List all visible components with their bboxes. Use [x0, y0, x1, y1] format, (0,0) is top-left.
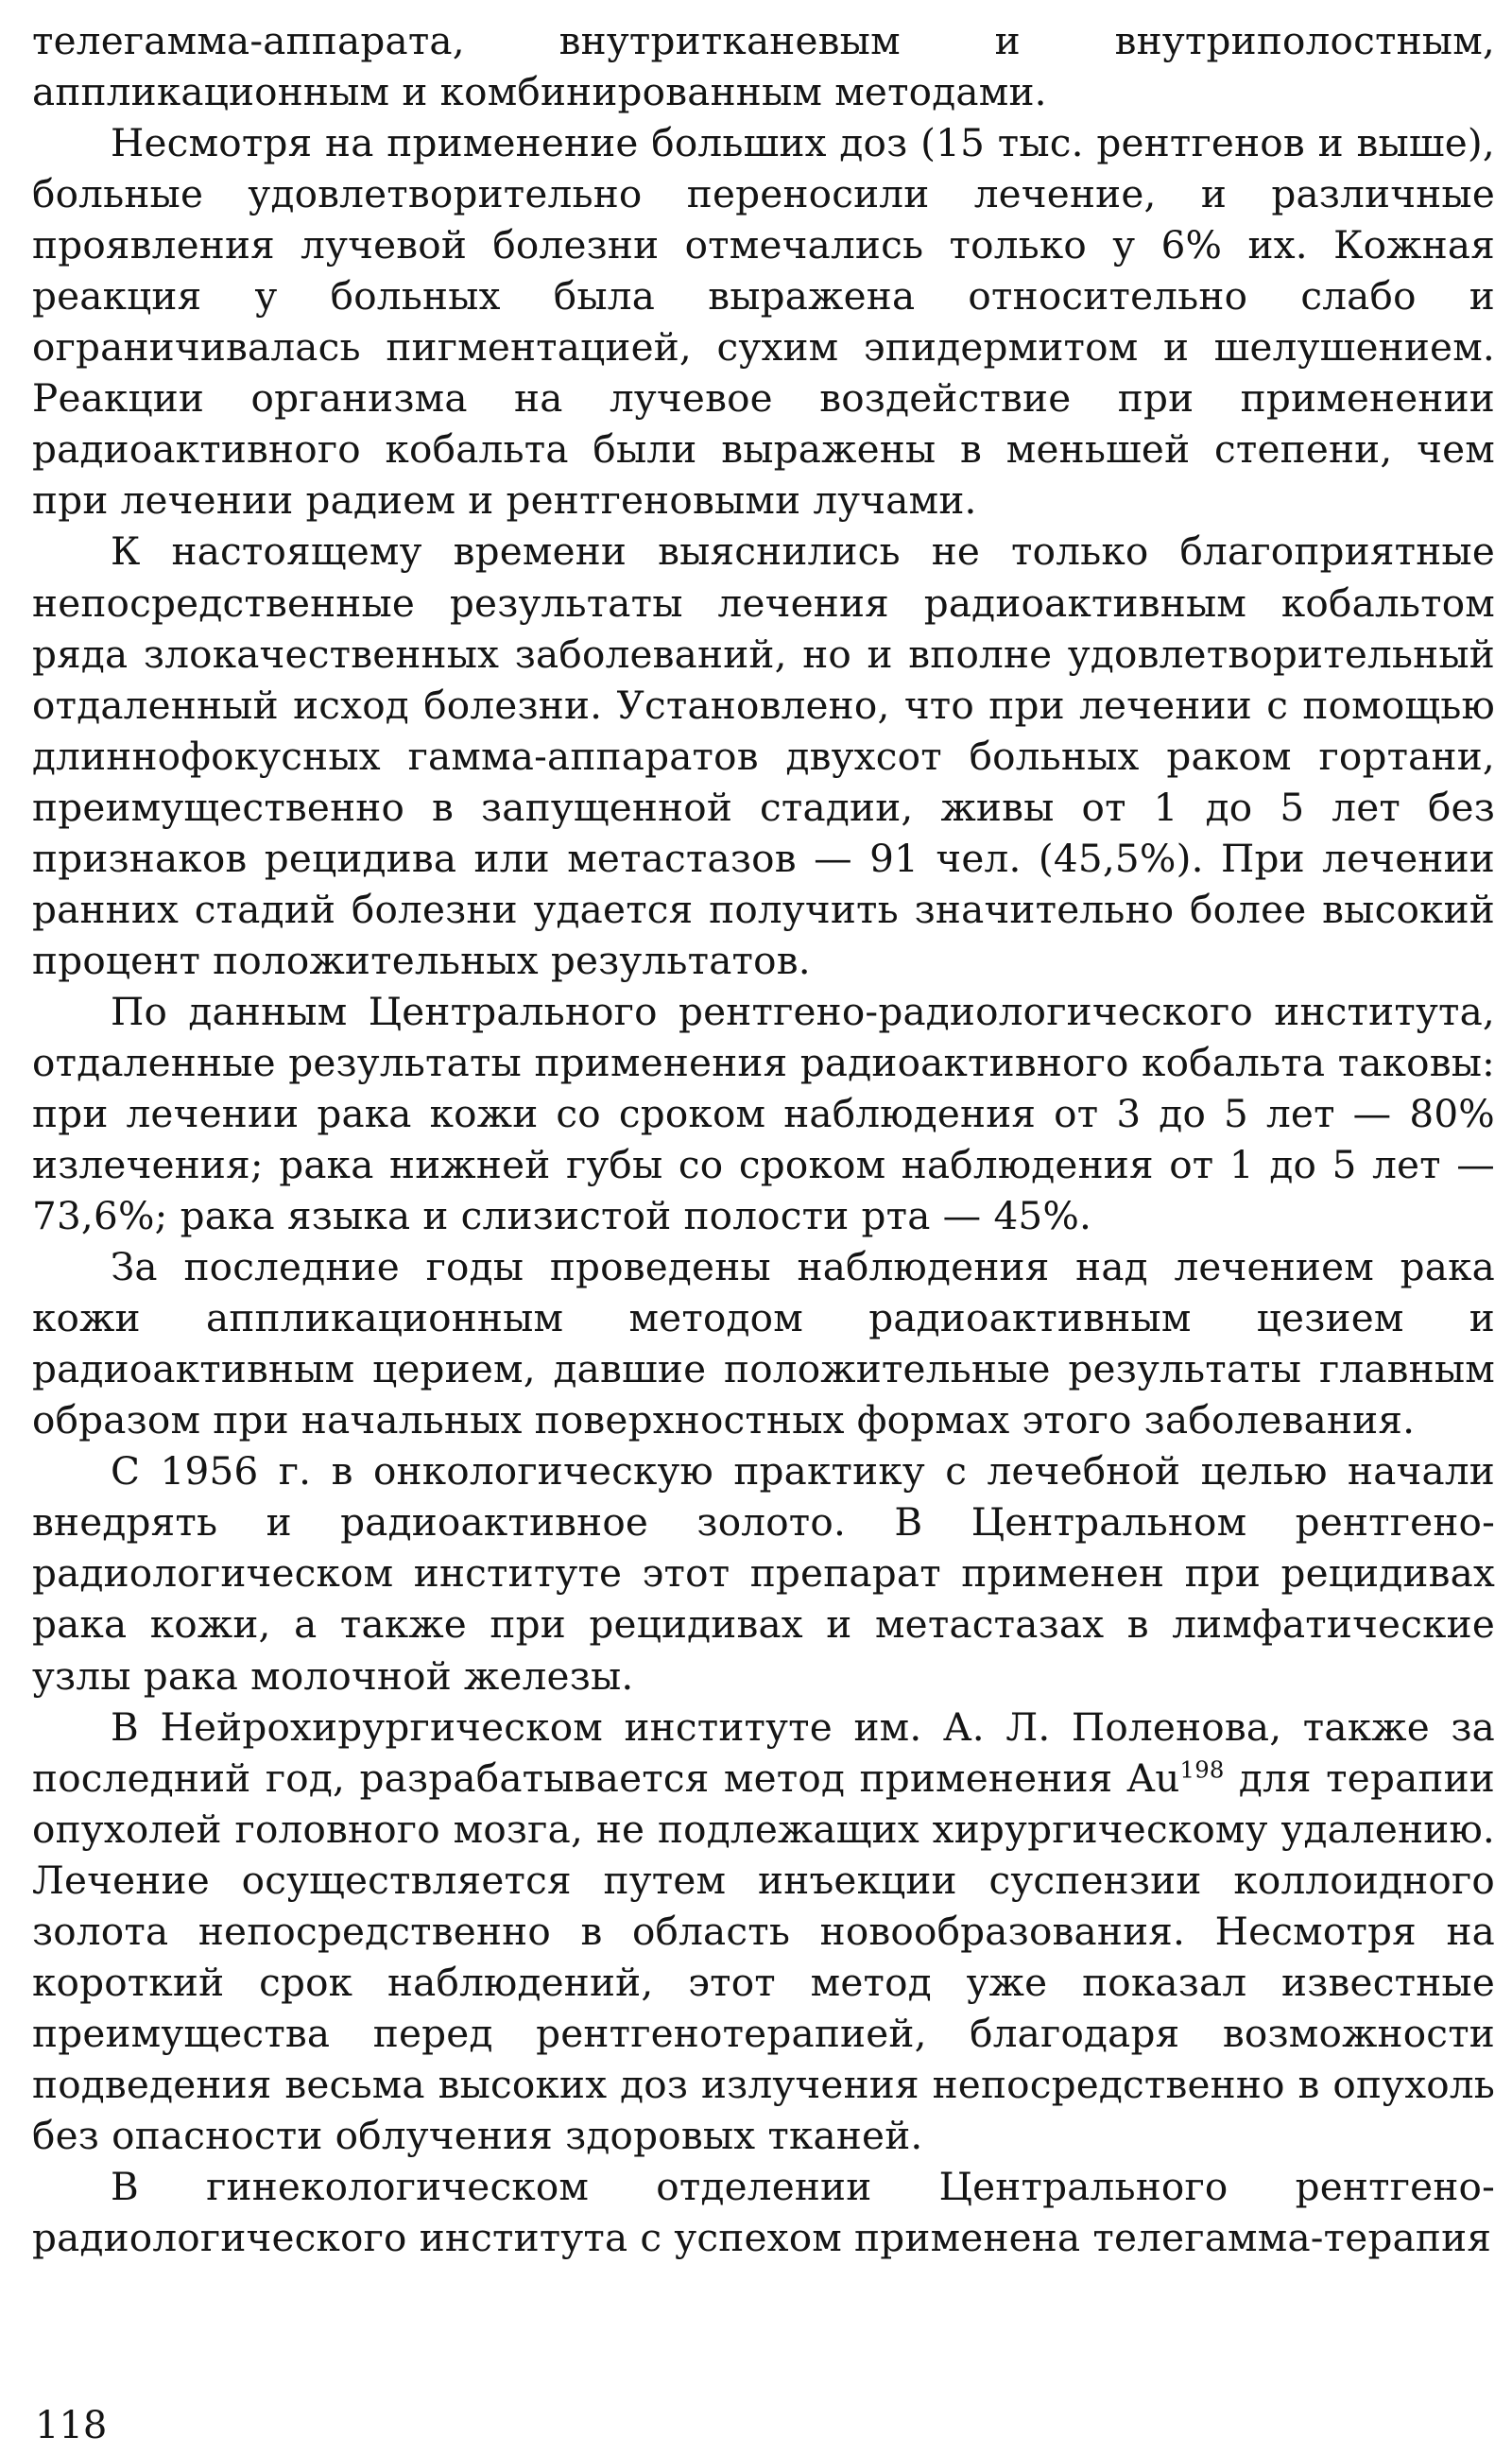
neurosurgery-text-before: В Нейрохирургическом институте им. А. Л. Поленова, также за последний год, разрабатывается метод применения Au [32, 1703, 1495, 1801]
page-number: 118 [35, 2404, 108, 2447]
paragraph-institute-data: По данным Центрального рентгено-радиологического института, отдаленные результаты применения радиоактивного кобальта таковы: при лечении рака кожи со сроком наблюдения от 3 до 5 лет — 80% излечения; рака нижней губы со сроком наблюдения от 1 до 5 лет — 73,6%; рака языка и слизистой полости рта — 45%. [32, 988, 1495, 1239]
paragraph-gynecology: В гинекологическом отделении Центрального рентгено-радиологического института с успехом применена телегамма-терапия [32, 2163, 1495, 2261]
paragraph-radioactive-gold: С 1956 г. в онкологическую практику с лечебной целью начали внедрять и радиоактивное золото. В Центральном рентгено-радиологическом институте этот препарат применен при рецидивах рака кожи, а также при рецидивах и метастазах в лимфатические узлы рака молочной железы. [32, 1448, 1495, 1699]
paragraph-neurosurgery [32, 1702, 1495, 2161]
paragraph-doses: Несмотря на применение больших доз (15 тыс. рентгенов и выше), больные удовлетворительно переносили лечение, и различные проявления лучевой болезни отмечались только у 6% их. Кожная реакция у больных была выражена относительно слабо и ограничивалась пигментацией, сухим эпидермитом и шелушением. Реакции организма на лучевое воздействие при применении радиоактивного кобальта были выражены в меньшей степени, чем при лечении радием и рентгеновыми лучами. [32, 120, 1495, 524]
isotope-superscript: 198 [1179, 1755, 1225, 1784]
paragraph-cobalt-results: К настоящему времени выяснились не только благоприятные непосредственные результаты лечения радиоактивным кобальтом ряда злокачественных заболеваний, но и вполне удовлетворительный отдаленный исход болезни. Установлено, что при лечении с помощью длиннофокусных гамма-аппаратов двухсот больных раком гортани, преимущественно в запущенной стадии, живы от 1 до 5 лет без признаков рецидива или метастазов — 91 чел. (45,5%). При лечении ранних стадий болезни удается получить значительно более высокий процент положительных результатов. [32, 528, 1495, 983]
neurosurgery-text-after: для терапии опухолей головного мозга, не подлежащих хирургическому удалению. Лечение осуществляется путем инъекции суспензии коллоидного золота непосредственно в область новообразования. Несмотря на короткий срок наблюдений, этот метод уже показал известные преимущества перед рентгенотерапией, благодаря возможности подведения весьма высоких доз излучения непосредственно в опухоль без опасности облучения здоровых тканей. [32, 1754, 1495, 2158]
paragraph-cesium-cerium: За последние годы проведены наблюдения над лечением рака кожи аппликационным методом радиоактивным цезием и радиоактивным церием, давшие положительные результаты главным образом при начальных поверхностных формах этого заболевания. [32, 1244, 1495, 1443]
body-text [32, 15, 1495, 2263]
paragraph-continuation: телегамма-аппарата, внутритканевым и внутриполостным, аппликационным и комбинированным методами. [32, 18, 1495, 115]
